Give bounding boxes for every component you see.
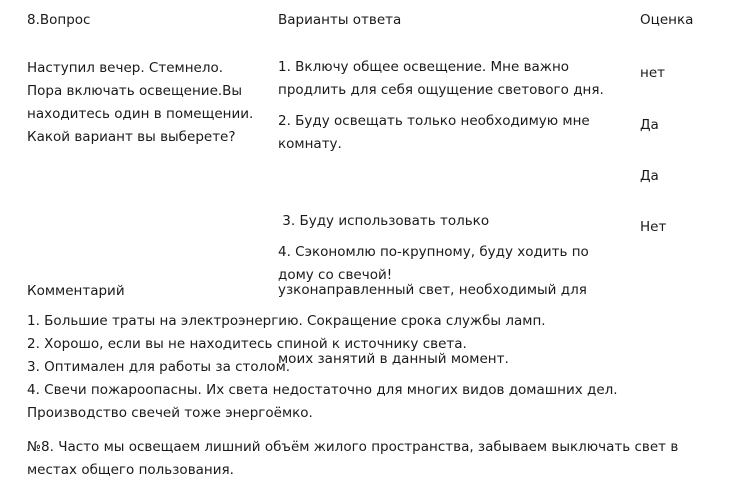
comment-line: 3. Оптимален для работы за столом.: [27, 359, 291, 375]
rating-1: нет: [640, 65, 665, 81]
comment-line: 1. Большие траты на электроэнергию. Сокращение срока службы ламп.: [27, 313, 546, 329]
option-line: комнату.: [278, 136, 342, 152]
comment-line: 4. Свечи пожароопасны. Их света недостаточно для многих видов домашних дел.: [27, 382, 618, 398]
comment-line: Производство свечей тоже энергоёмко.: [27, 405, 313, 421]
option-line: моих занятий в данный момент.: [278, 351, 509, 367]
question-text: [27, 57, 253, 149]
option-line: 1. Включу общее освещение. Мне важно: [278, 59, 570, 75]
option-line: дому со свечой!: [278, 267, 393, 283]
option-line: продлить для себя ощущение светового дня.: [278, 82, 604, 98]
question-line: Пора включать освещение.Вы: [27, 83, 243, 99]
rating-3: Да: [640, 168, 659, 184]
question-line: находитесь один в помещении.: [27, 106, 254, 122]
note-line: местах общего пользования.: [27, 462, 234, 478]
answers-header: Варианты ответа: [278, 12, 402, 28]
option-line: 4. Сэкономлю по-крупному, буду ходить по: [278, 244, 589, 260]
option-2: [278, 110, 590, 156]
rating-2: Да: [640, 117, 659, 133]
rating-header: Оценка: [640, 12, 694, 28]
option-line: 2. Буду освещать только необходимую мне: [278, 113, 590, 129]
comments-list: [27, 310, 618, 425]
question-line: Какой вариант вы выберете?: [27, 129, 236, 145]
question-header: 8.Вопрос: [27, 12, 91, 28]
note-line: №8. Часто мы освещаем лишний объём жилого пространства, забываем выключать свет в: [27, 439, 679, 455]
comments-title: Комментарий: [27, 283, 125, 299]
rating-4: Нет: [640, 219, 667, 235]
question-line: Наступил вечер. Стемнело.: [27, 60, 224, 76]
option-1: [278, 56, 604, 102]
comment-line: 2. Хорошо, если вы не находитесь спиной к источнику света.: [27, 336, 467, 352]
option-line: узконаправленный свет, необходимый для: [278, 282, 587, 298]
option-line: 3. Буду использовать только: [278, 213, 490, 229]
option-4: [278, 241, 589, 287]
note: [27, 436, 678, 482]
